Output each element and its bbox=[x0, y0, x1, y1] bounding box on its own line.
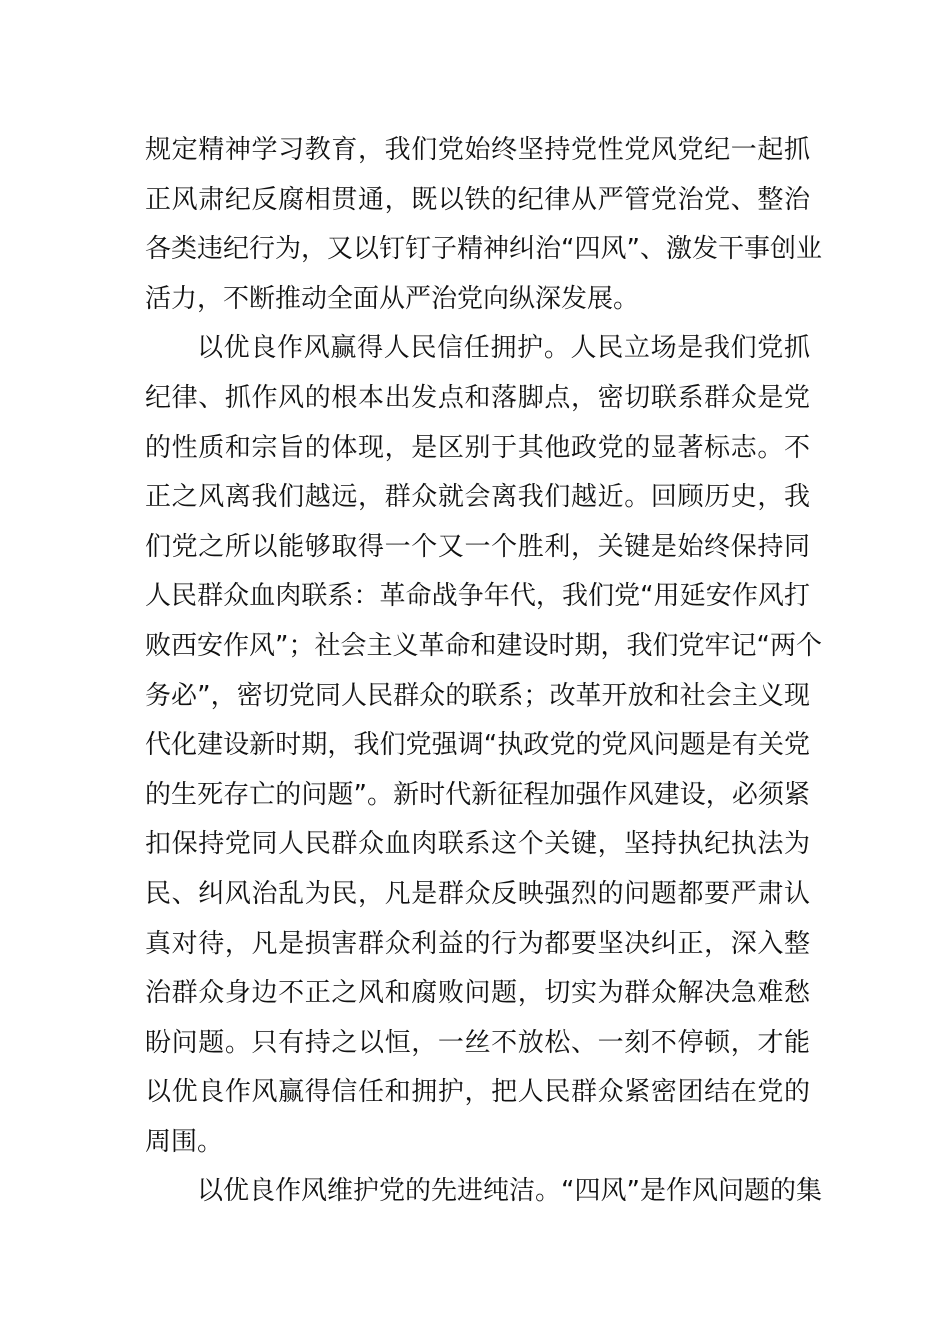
text-line: 正风肃纪反腐相贯通，既以铁的纪律从严管党治党、整治 bbox=[145, 184, 810, 215]
paragraph-start-line: 以优良作风维护党的先进纯洁。“四风”是作风问题的集 bbox=[197, 1176, 822, 1207]
text-line: 盼问题。只有持之以恒，一丝不放松、一刻不停顿，才能 bbox=[145, 1027, 810, 1058]
text-line: 扣保持党同人民群众血肉联系这个关键，坚持执纪执法为 bbox=[145, 829, 810, 860]
text-line: 的生死存亡的问题”。新时代新征程加强作风建设，必须紧 bbox=[145, 779, 810, 810]
text-line: 以优良作风赢得信任和拥护，把人民群众紧密团结在党的 bbox=[145, 1077, 810, 1108]
paragraph-end-line: 周围。 bbox=[145, 1126, 224, 1157]
text-line: 败西安作风”；社会主义革命和建设时期，我们党牢记“两个 bbox=[145, 630, 822, 661]
text-line: 们党之所以能够取得一个又一个胜利，关键是始终保持同 bbox=[145, 531, 810, 562]
text-line: 真对待，凡是损害群众利益的行为都要坚决纠正，深入整 bbox=[145, 928, 810, 959]
text-line: 的性质和宗旨的体现，是区别于其他政党的显著标志。不 bbox=[145, 432, 810, 463]
paragraph-end-line: 活力，不断推动全面从严治党向纵深发展。 bbox=[145, 283, 640, 314]
text-line: 规定精神学习教育，我们党始终坚持党性党风党纪一起抓 bbox=[145, 135, 810, 165]
text-line: 代化建设新时期，我们党强调“执政党的党风问题是有关党 bbox=[145, 730, 810, 761]
text-line: 各类违纪行为，又以钉钉子精神纠治“四风”、激发干事创业 bbox=[145, 234, 822, 265]
paragraph-start-line: 以优良作风赢得人民信任拥护。人民立场是我们党抓 bbox=[197, 333, 810, 364]
text-line: 正之风离我们越远，群众就会离我们越近。回顾历史，我 bbox=[145, 482, 810, 513]
text-line: 治群众身边不正之风和腐败问题，切实为群众解决急难愁 bbox=[145, 978, 810, 1009]
text-line: 民、纠风治乱为民，凡是群众反映强烈的问题都要严肃认 bbox=[145, 878, 810, 909]
text-line: 人民群众血肉联系：革命战争年代，我们党“用延安作风打 bbox=[145, 581, 810, 612]
text-line: 纪律、抓作风的根本出发点和落脚点，密切联系群众是党 bbox=[145, 382, 810, 413]
text-line: 务必”，密切党同人民群众的联系；改革开放和社会主义现 bbox=[145, 680, 810, 711]
body-text bbox=[145, 126, 822, 1217]
